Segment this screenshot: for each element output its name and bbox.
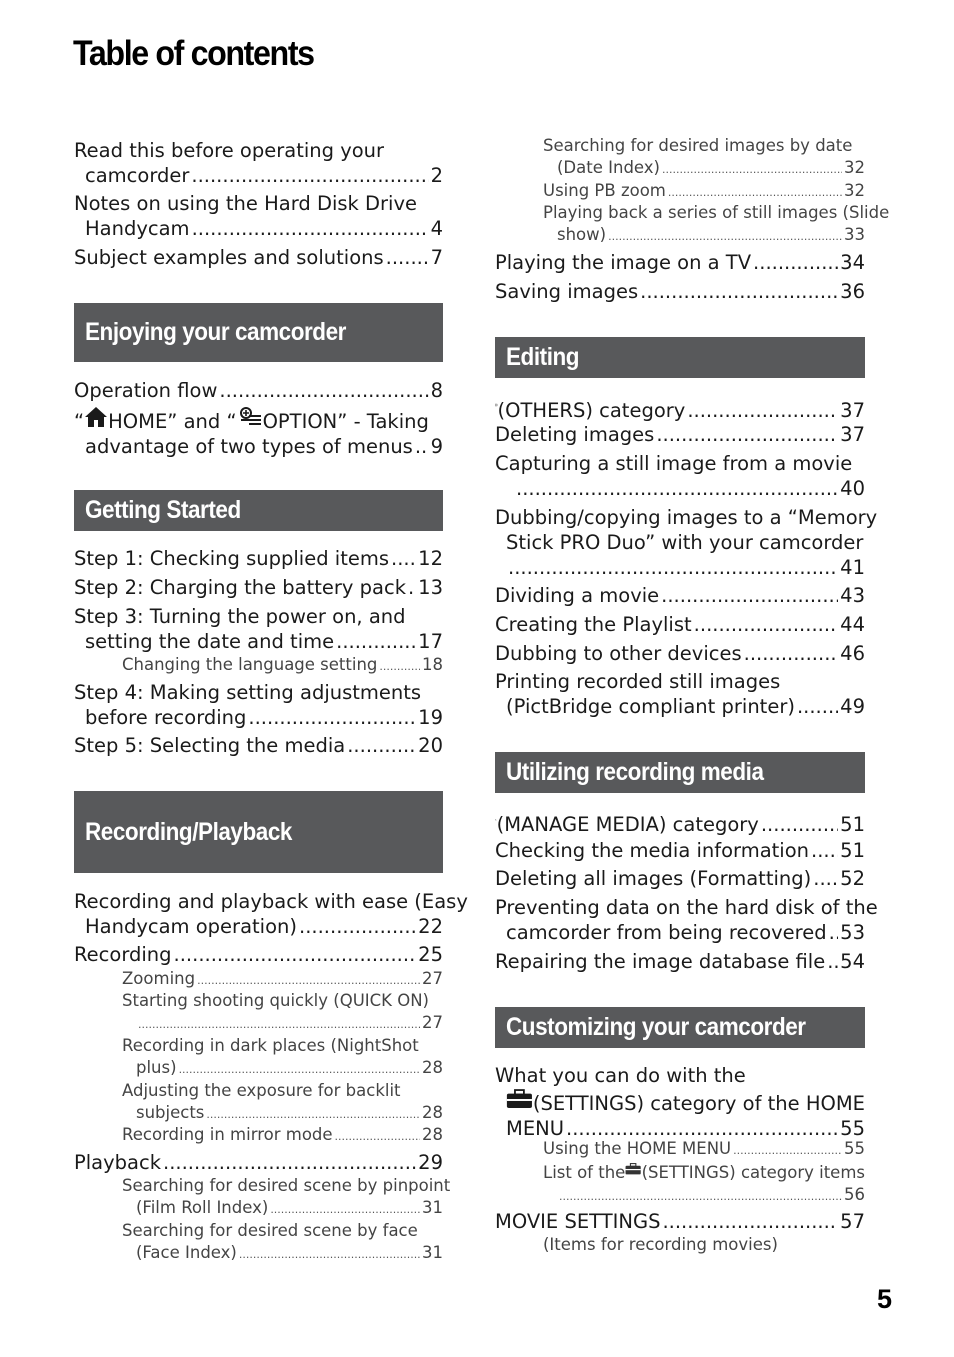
page-ref: 19 bbox=[418, 706, 443, 729]
leader-dots bbox=[694, 612, 839, 637]
page-ref: 44 bbox=[840, 613, 865, 636]
toc-subentry-items-recording bbox=[543, 1234, 865, 1256]
page-title: Table of contents bbox=[73, 34, 314, 73]
leader-dots bbox=[661, 583, 838, 608]
page-ref: 55 bbox=[840, 1117, 865, 1140]
page-ref: 13 bbox=[418, 576, 443, 599]
leader-dots bbox=[163, 1150, 416, 1175]
page-ref: 25 bbox=[418, 943, 443, 966]
leader-dots bbox=[299, 914, 416, 939]
page-number: 5 bbox=[876, 1284, 892, 1314]
section-title: Customizing your camcorder bbox=[506, 1013, 806, 1041]
leader-dots bbox=[662, 159, 842, 181]
section-title: Editing bbox=[506, 343, 580, 371]
leader-dots bbox=[391, 546, 416, 571]
section-title: Recording/Playback bbox=[85, 817, 292, 846]
entry-text: Step 3: Turning the power on, and bbox=[74, 605, 406, 628]
entry-text: What you can do with the bbox=[495, 1064, 746, 1087]
page-ref: 51 bbox=[840, 813, 865, 836]
leader-dots bbox=[206, 1104, 420, 1126]
entry-text: Printing recorded still images bbox=[495, 670, 781, 693]
page-ref: 32 bbox=[844, 181, 865, 200]
leader-dots bbox=[179, 1059, 420, 1081]
leader-dots bbox=[687, 398, 838, 423]
option-icon bbox=[237, 406, 263, 428]
entry-text: before recording bbox=[85, 706, 247, 729]
entry-text: Subject examples and solutions bbox=[74, 246, 384, 269]
entry-text: setting the date and time bbox=[85, 630, 335, 653]
entry-text: Handycam bbox=[85, 217, 190, 240]
entry-text: Starting shooting quickly (QUICK ON) bbox=[122, 991, 429, 1010]
toc-subentry-settings-list[interactable] bbox=[543, 1160, 865, 1208]
entry-text: (PictBridge compliant printer) bbox=[506, 695, 795, 718]
entry-text: Using PB zoom bbox=[543, 181, 666, 200]
entry-text: Dividing a movie bbox=[495, 584, 660, 607]
settings-toolbox-icon bbox=[625, 1160, 641, 1178]
toc-entry-settings-category[interactable] bbox=[495, 1063, 865, 1141]
toc-subentry-mirror-mode[interactable] bbox=[122, 1124, 443, 1148]
section-title: Utilizing recording media bbox=[506, 758, 764, 786]
toc-entry-dubbing-copying[interactable] bbox=[495, 505, 878, 580]
leader-dots bbox=[197, 970, 420, 992]
entry-text: List of the bbox=[543, 1163, 626, 1182]
page-ref: 37 bbox=[840, 423, 865, 446]
entry-text: advantage of two types of menus bbox=[85, 435, 413, 458]
section-header-utilizing bbox=[495, 752, 865, 793]
toc-entry-formatting[interactable] bbox=[495, 866, 865, 891]
page-ref: 28 bbox=[422, 1103, 443, 1122]
toc-subentry-date-index[interactable] bbox=[543, 135, 865, 181]
section-header-recording bbox=[74, 791, 443, 873]
toc-entry-repairing-db[interactable] bbox=[495, 949, 865, 974]
page-ref: 29 bbox=[418, 1151, 443, 1174]
entry-text: (Items for recording movies) bbox=[543, 1235, 778, 1254]
leader-dots bbox=[191, 163, 428, 188]
page-ref: 41 bbox=[840, 556, 865, 579]
entry-text: Recording in mirror mode bbox=[122, 1125, 333, 1144]
entry-text: subjects bbox=[136, 1103, 205, 1122]
toc-entry-preventing-data[interactable] bbox=[495, 895, 878, 945]
entry-text: Stick PRO Duo” with your camcorder bbox=[506, 531, 864, 554]
entry-text: Preventing data on the hard disk of the bbox=[495, 896, 878, 919]
page-ref: 31 bbox=[422, 1198, 443, 1217]
entry-text: Step 1: Checking supplied items bbox=[74, 547, 390, 570]
entry-text: Step 2: Charging the battery pack bbox=[74, 576, 407, 599]
entry-text: Saving images bbox=[495, 280, 639, 303]
entry-text: MENU bbox=[506, 1117, 565, 1140]
leader-dots bbox=[138, 1014, 420, 1036]
section-header-editing bbox=[495, 337, 865, 378]
leader-dots bbox=[408, 575, 416, 600]
leader-dots bbox=[668, 182, 842, 204]
page-ref: 4 bbox=[430, 217, 443, 240]
section-title: Getting Started bbox=[85, 496, 241, 524]
leader-dots bbox=[608, 226, 842, 248]
toc-subentry-home-menu[interactable] bbox=[543, 1138, 865, 1162]
page-ref: 17 bbox=[418, 630, 443, 653]
toc-entry-capturing-still[interactable] bbox=[495, 451, 865, 501]
leader-dots bbox=[270, 1199, 420, 1221]
entry-text: Step 5: Selecting the media bbox=[74, 734, 346, 757]
leader-dots bbox=[797, 694, 838, 719]
page-ref: 43 bbox=[840, 584, 865, 607]
entry-text: Dubbing to other devices bbox=[495, 642, 742, 665]
page-ref: 46 bbox=[840, 642, 865, 665]
leader-dots bbox=[379, 656, 420, 678]
entry-text: Zooming bbox=[122, 969, 196, 988]
toc-subentry-backlit[interactable] bbox=[122, 1080, 443, 1126]
toc-subentry-slide-show[interactable] bbox=[543, 202, 890, 248]
entry-text: (Date Index) bbox=[557, 158, 660, 177]
toc-entry-step4[interactable] bbox=[74, 680, 443, 730]
entry-text: Handycam operation) bbox=[85, 915, 297, 938]
entry-text: Adjusting the exposure for backlit bbox=[122, 1081, 401, 1100]
entry-text: show) bbox=[557, 225, 607, 244]
entry-text: Repairing the image database file bbox=[495, 950, 826, 973]
leader-dots bbox=[827, 949, 838, 974]
page-ref: 51 bbox=[840, 839, 865, 862]
toc-entry-deleting-images[interactable] bbox=[495, 422, 865, 447]
page-ref: 8 bbox=[430, 379, 443, 402]
entry-text: camcorder from being recovered bbox=[506, 921, 827, 944]
toc-entry-step2[interactable] bbox=[74, 575, 443, 600]
leader-dots bbox=[829, 920, 839, 945]
entry-text: Searching for desired scene by pinpoint bbox=[122, 1176, 451, 1195]
toc-entry-others-category[interactable] bbox=[495, 393, 865, 423]
leader-dots bbox=[662, 1209, 838, 1234]
entry-text: Changing the language setting bbox=[122, 655, 378, 674]
entry-text: Playing the image on a TV bbox=[495, 251, 752, 274]
home-icon bbox=[84, 406, 108, 428]
page-ref: 2 bbox=[430, 164, 443, 187]
page-ref: 31 bbox=[422, 1243, 443, 1262]
page-ref: 33 bbox=[844, 225, 865, 244]
entry-text: (Film Roll Index) bbox=[136, 1198, 269, 1217]
entry-text: Searching for desired scene by face bbox=[122, 1221, 418, 1240]
leader-dots bbox=[640, 279, 838, 304]
toc-entry-home-option[interactable] bbox=[74, 406, 443, 459]
toc-entry-step1[interactable] bbox=[74, 546, 443, 571]
toc-entry-read-this[interactable] bbox=[74, 138, 443, 188]
leader-dots bbox=[811, 838, 838, 863]
entry-text: camcorder bbox=[85, 164, 190, 187]
page-ref: 28 bbox=[422, 1125, 443, 1144]
entry-text: plus) bbox=[136, 1058, 177, 1077]
toc-entry-printing[interactable] bbox=[495, 669, 865, 719]
entry-text: OPTION” - Taking bbox=[262, 410, 429, 433]
toc-subentry-nightshot[interactable] bbox=[122, 1035, 443, 1081]
leader-dots bbox=[239, 1244, 420, 1266]
page-ref: 27 bbox=[422, 969, 443, 988]
entry-text: HOME” and “ bbox=[108, 410, 237, 433]
toc-subentry-zooming[interactable] bbox=[122, 968, 443, 992]
toc-entry-playback[interactable] bbox=[74, 1150, 443, 1175]
leader-dots bbox=[335, 1126, 420, 1148]
entry-text: Using the HOME MENU bbox=[543, 1139, 732, 1158]
entry-text: Recording and playback with ease (Easy bbox=[74, 890, 468, 913]
page-ref: 56 bbox=[844, 1185, 865, 1204]
entry-text: Step 4: Making setting adjustments bbox=[74, 681, 422, 704]
entry-text: (OTHERS) category bbox=[497, 399, 686, 422]
toc-entry-notes-hdd[interactable] bbox=[74, 191, 443, 241]
entry-text: (Face Index) bbox=[136, 1243, 237, 1262]
leader-dots bbox=[219, 378, 428, 403]
entry-text: (SETTINGS) category of the HOME bbox=[532, 1092, 865, 1115]
leader-dots bbox=[347, 733, 416, 758]
entry-text: Checking the media information bbox=[495, 839, 810, 862]
leader-dots bbox=[753, 250, 838, 275]
toc-entry-playlist[interactable] bbox=[495, 612, 865, 637]
toc-entry-media-info[interactable] bbox=[495, 838, 865, 863]
leader-dots bbox=[192, 216, 429, 241]
entry-text: Recording in dark places (NightShot bbox=[122, 1036, 419, 1055]
leader-dots bbox=[415, 434, 429, 459]
entry-text: Read this before operating your bbox=[74, 139, 385, 162]
toc-subentry-quick-on[interactable] bbox=[122, 990, 443, 1036]
entry-text: (SETTINGS) category items bbox=[641, 1163, 865, 1182]
page-ref: 54 bbox=[840, 950, 865, 973]
leader-dots bbox=[336, 629, 416, 654]
leader-dots bbox=[656, 422, 838, 447]
toc-entry-operation-flow[interactable] bbox=[74, 378, 443, 403]
page-ref: 57 bbox=[840, 1210, 865, 1233]
entry-text: Creating the Playlist bbox=[495, 613, 692, 636]
page-ref: 34 bbox=[840, 251, 865, 274]
page-ref: 7 bbox=[430, 246, 443, 269]
toc-entry-movie-settings[interactable] bbox=[495, 1209, 865, 1234]
entry-text: Operation flow bbox=[74, 379, 218, 402]
entry-text: (MANAGE MEDIA) category bbox=[496, 813, 759, 836]
page-ref: 52 bbox=[840, 867, 865, 890]
toc-subentry-language[interactable] bbox=[122, 654, 443, 678]
leader-dots bbox=[508, 555, 838, 580]
toc-entry-easy-handycam[interactable] bbox=[74, 889, 468, 939]
toc-entry-step5[interactable] bbox=[74, 733, 443, 758]
leader-dots bbox=[559, 1186, 842, 1208]
settings-toolbox-icon bbox=[506, 1088, 533, 1110]
toc-entry-playing-tv[interactable] bbox=[495, 250, 865, 275]
page-ref: 27 bbox=[422, 1013, 443, 1032]
page-ref: 36 bbox=[840, 280, 865, 303]
entry-text: Dubbing/copying images to a “Memory bbox=[495, 506, 878, 529]
page-ref: 9 bbox=[430, 435, 443, 458]
leader-dots bbox=[733, 1140, 842, 1162]
page-ref: 40 bbox=[840, 477, 865, 500]
entry-text: MOVIE SETTINGS bbox=[495, 1210, 661, 1233]
page-ref: 28 bbox=[422, 1058, 443, 1077]
toc-subentry-pb-zoom[interactable] bbox=[543, 180, 865, 204]
leader-dots bbox=[386, 245, 429, 270]
toc-entry-manage-media[interactable] bbox=[495, 809, 865, 837]
section-header-customizing bbox=[495, 1007, 865, 1048]
toc-entry-saving-images[interactable] bbox=[495, 279, 865, 304]
leader-dots bbox=[174, 942, 417, 967]
page-ref: 55 bbox=[844, 1139, 865, 1158]
toc-entry-step3[interactable] bbox=[74, 604, 443, 654]
page-ref: 20 bbox=[418, 734, 443, 757]
toc-entry-dividing-movie[interactable] bbox=[495, 583, 865, 608]
entry-text: Capturing a still image from a movie bbox=[495, 452, 853, 475]
leader-dots bbox=[744, 641, 839, 666]
page-ref: 32 bbox=[844, 158, 865, 177]
entry-text: Recording bbox=[74, 943, 172, 966]
leader-dots bbox=[761, 812, 838, 837]
leader-dots bbox=[813, 866, 838, 891]
entry-text: Notes on using the Hard Disk Drive bbox=[74, 192, 418, 215]
toc-entry-subject-examples[interactable] bbox=[74, 245, 443, 270]
entry-text: Playback bbox=[74, 1151, 162, 1174]
toc-entry-dubbing-devices[interactable] bbox=[495, 641, 865, 666]
leader-dots bbox=[248, 705, 416, 730]
entry-text: Deleting all images (Formatting) bbox=[495, 867, 812, 890]
page-ref: 22 bbox=[418, 915, 443, 938]
entry-text: Deleting images bbox=[495, 423, 655, 446]
entry-text: Playing back a series of still images (Slide bbox=[543, 203, 890, 222]
section-title: Enjoying your camcorder bbox=[85, 318, 346, 346]
page-ref: 37 bbox=[840, 399, 865, 422]
leader-dots bbox=[516, 476, 838, 501]
page-ref: 18 bbox=[422, 655, 443, 674]
toc-subentry-face-index[interactable] bbox=[122, 1220, 443, 1266]
entry-text: Searching for desired images by date bbox=[543, 136, 853, 155]
page-ref: 12 bbox=[418, 547, 443, 570]
section-header-enjoying bbox=[74, 303, 443, 362]
page-ref: 49 bbox=[840, 695, 865, 718]
entry-text: “ bbox=[74, 410, 85, 433]
page-ref: 53 bbox=[840, 921, 865, 944]
toc-entry-recording[interactable] bbox=[74, 942, 443, 967]
toc-subentry-film-roll[interactable] bbox=[122, 1175, 451, 1221]
section-header-getting-started bbox=[74, 490, 443, 531]
